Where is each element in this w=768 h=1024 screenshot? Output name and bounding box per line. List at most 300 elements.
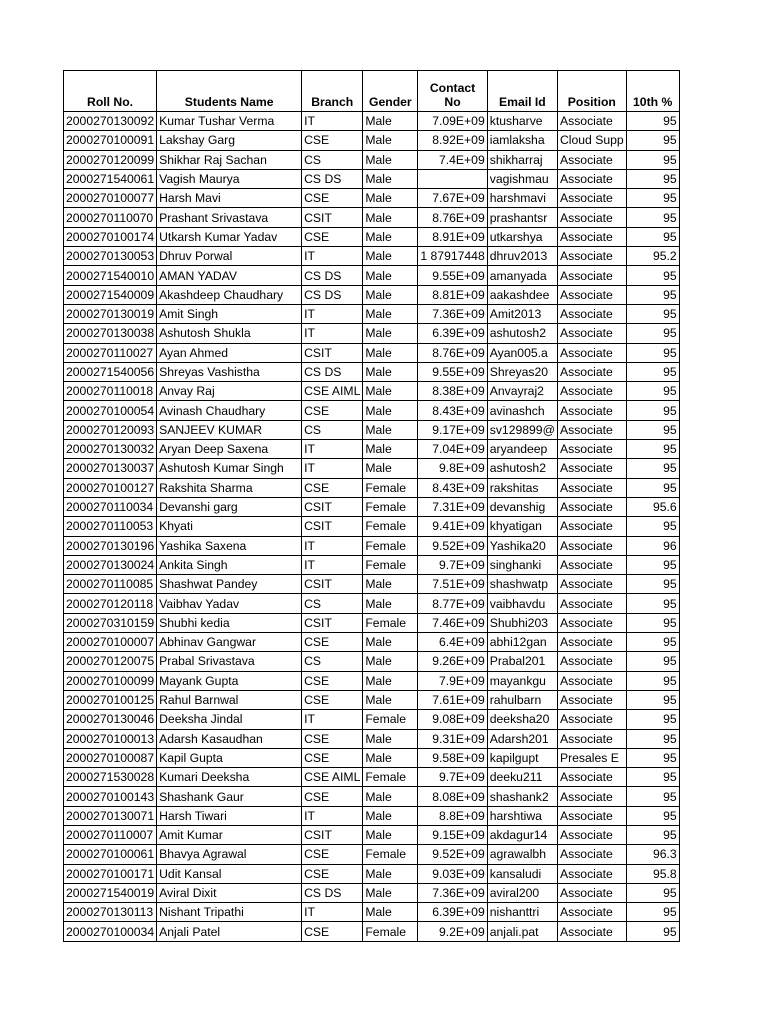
branch-cell: CS DS: [302, 285, 363, 304]
email-id-cell: dhruv2013: [487, 247, 557, 266]
contact-no-cell: 7.31E+09: [418, 497, 487, 516]
student-name-cell: Bhavya Agrawal: [157, 845, 302, 864]
table-row: [64, 536, 680, 555]
table-row: [64, 825, 680, 844]
student-name-cell: Ayan Ahmed: [157, 343, 302, 362]
position-cell: Associate: [557, 189, 626, 208]
roll-no-cell: 2000270110053: [64, 517, 157, 536]
student-name-cell: Shreyas Vashistha: [157, 362, 302, 381]
email-id-cell: Shreyas20: [487, 362, 557, 381]
roll-no-cell: 2000270130037: [64, 459, 157, 478]
contact-no-cell: 9.31E+09: [418, 729, 487, 748]
position-cell: Associate: [557, 247, 626, 266]
tenth-percent-cell: 95: [626, 710, 679, 729]
gender-cell: Male: [363, 729, 418, 748]
tenth-percent-cell: 95: [626, 594, 679, 613]
student-name-cell: Khyati: [157, 517, 302, 536]
roll-no-cell: 2000270110027: [64, 343, 157, 362]
email-id-cell: iamlaksha: [487, 131, 557, 150]
position-cell: Associate: [557, 362, 626, 381]
branch-cell: CSE: [302, 690, 363, 709]
email-id-cell: shashank2: [487, 787, 557, 806]
gender-cell: Male: [363, 247, 418, 266]
contact-no-cell: 9.26E+09: [418, 652, 487, 671]
position-cell: Presales E: [557, 748, 626, 767]
tenth-percent-cell: 95: [626, 690, 679, 709]
student-name-cell: Prashant Srivastava: [157, 208, 302, 227]
contact-no-cell: 9.41E+09: [418, 517, 487, 536]
tenth-percent-cell: 95: [626, 787, 679, 806]
position-cell: Associate: [557, 169, 626, 188]
student-name-cell: Harsh Tiwari: [157, 806, 302, 825]
roll-no-cell: 2000270100007: [64, 633, 157, 652]
tenth-percent-cell: 95: [626, 169, 679, 188]
branch-cell: CSE AIML: [302, 382, 363, 401]
contact-no-cell: 8.8E+09: [418, 806, 487, 825]
branch-cell: CSIT: [302, 575, 363, 594]
branch-cell: CS DS: [302, 883, 363, 902]
contact-no-cell: 7.09E+09: [418, 112, 487, 131]
gender-cell: Male: [363, 285, 418, 304]
student-name-cell: Shashank Gaur: [157, 787, 302, 806]
table-row: [64, 266, 680, 285]
student-name-cell: Avinash Chaudhary: [157, 401, 302, 420]
contact-no-cell: 9.15E+09: [418, 825, 487, 844]
position-cell: Associate: [557, 478, 626, 497]
roll-no-cell: 2000270100013: [64, 729, 157, 748]
gender-cell: Female: [363, 922, 418, 941]
roll-no-cell: 2000271540009: [64, 285, 157, 304]
email-id-cell: kansaludi: [487, 864, 557, 883]
email-id-cell: utkarshya: [487, 227, 557, 246]
email-id-cell: Yashika20: [487, 536, 557, 555]
contact-no-cell: 9.2E+09: [418, 922, 487, 941]
roll-no-cell: 2000271540010: [64, 266, 157, 285]
table-row: [64, 729, 680, 748]
table-row: [64, 768, 680, 787]
branch-cell: CS: [302, 420, 363, 439]
position-cell: Associate: [557, 652, 626, 671]
contact-no-cell: 7.4E+09: [418, 150, 487, 169]
roll-no-cell: 2000270130113: [64, 903, 157, 922]
branch-cell: IT: [302, 536, 363, 555]
email-id-cell: agrawalbh: [487, 845, 557, 864]
tenth-percent-cell: 95: [626, 401, 679, 420]
table-row: [64, 324, 680, 343]
tenth-percent-cell: 95: [626, 189, 679, 208]
gender-cell: Male: [363, 382, 418, 401]
roll-no-cell: 2000270110085: [64, 575, 157, 594]
position-cell: Associate: [557, 845, 626, 864]
gender-cell: Female: [363, 478, 418, 497]
position-cell: Associate: [557, 208, 626, 227]
contact-no-cell: 9.08E+09: [418, 710, 487, 729]
table-row: [64, 131, 680, 150]
contact-no-cell: 1 87917448: [418, 247, 487, 266]
contact-no-cell: 8.76E+09: [418, 343, 487, 362]
position-cell: Associate: [557, 497, 626, 516]
gender-cell: Male: [363, 748, 418, 767]
branch-cell: CSE: [302, 189, 363, 208]
branch-cell: CSIT: [302, 208, 363, 227]
branch-cell: CSE: [302, 478, 363, 497]
email-id-cell: vagishmau: [487, 169, 557, 188]
email-id-cell: Shubhi203: [487, 613, 557, 632]
student-name-cell: Utkarsh Kumar Yadav: [157, 227, 302, 246]
branch-cell: IT: [302, 555, 363, 574]
position-cell: Associate: [557, 459, 626, 478]
contact-no-cell: 9.55E+09: [418, 362, 487, 381]
branch-cell: CSIT: [302, 825, 363, 844]
tenth-percent-cell: 95: [626, 825, 679, 844]
roll-no-cell: 2000270120093: [64, 420, 157, 439]
tenth-percent-cell: 95: [626, 304, 679, 323]
branch-cell: CSE: [302, 748, 363, 767]
email-id-cell: harshtiwa: [487, 806, 557, 825]
tenth-percent-cell: 95: [626, 806, 679, 825]
email-id-cell: devanshig: [487, 497, 557, 516]
position-cell: Cloud Supp: [557, 131, 626, 150]
table-row: [64, 478, 680, 497]
branch-cell: CS: [302, 150, 363, 169]
table-row: [64, 613, 680, 632]
gender-cell: Male: [363, 690, 418, 709]
email-id-cell: singhanki: [487, 555, 557, 574]
student-name-cell: Ashutosh Kumar Singh: [157, 459, 302, 478]
student-placement-table: [63, 70, 680, 942]
table-row: [64, 169, 680, 188]
gender-cell: Male: [363, 652, 418, 671]
tenth-percent-cell: 95.8: [626, 864, 679, 883]
student-name-cell: Dhruv Porwal: [157, 247, 302, 266]
gender-cell: Male: [363, 575, 418, 594]
email-id-cell: deeksha20: [487, 710, 557, 729]
student-name-cell: Ankita Singh: [157, 555, 302, 574]
gender-cell: Male: [363, 787, 418, 806]
tenth-percent-cell: 95: [626, 729, 679, 748]
branch-cell: CSE: [302, 633, 363, 652]
branch-cell: CSE: [302, 787, 363, 806]
student-name-cell: Lakshay Garg: [157, 131, 302, 150]
branch-cell: CSIT: [302, 517, 363, 536]
email-id-cell: aryandeep: [487, 440, 557, 459]
student-name-cell: Kumari Deeksha: [157, 768, 302, 787]
student-name-cell: Anvay Raj: [157, 382, 302, 401]
branch-cell: CS: [302, 594, 363, 613]
table-row: [64, 787, 680, 806]
position-cell: Associate: [557, 922, 626, 941]
roll-no-cell: 2000270100143: [64, 787, 157, 806]
student-name-cell: Harsh Mavi: [157, 189, 302, 208]
email-id-cell: ashutosh2: [487, 459, 557, 478]
roll-no-cell: 2000270130053: [64, 247, 157, 266]
gender-cell: Female: [363, 555, 418, 574]
contact-no-cell: 6.39E+09: [418, 903, 487, 922]
branch-cell: CSIT: [302, 497, 363, 516]
position-cell: Associate: [557, 420, 626, 439]
branch-cell: IT: [302, 112, 363, 131]
tenth-percent-cell: 95: [626, 459, 679, 478]
contact-no-cell: 8.81E+09: [418, 285, 487, 304]
gender-cell: Male: [363, 401, 418, 420]
email-id-cell: ktusharve: [487, 112, 557, 131]
contact-no-cell: 9.7E+09: [418, 555, 487, 574]
email-id-cell: rahulbarn: [487, 690, 557, 709]
email-id-cell: Prabal201: [487, 652, 557, 671]
tenth-percent-cell: 95: [626, 420, 679, 439]
roll-no-cell: 2000270310159: [64, 613, 157, 632]
contact-no-cell: 7.04E+09: [418, 440, 487, 459]
table-row: [64, 227, 680, 246]
header-branch: Branch: [302, 71, 363, 112]
roll-no-cell: 2000270130071: [64, 806, 157, 825]
contact-no-cell: 8.92E+09: [418, 131, 487, 150]
email-id-cell: abhi12gan: [487, 633, 557, 652]
gender-cell: Female: [363, 613, 418, 632]
tenth-percent-cell: 95: [626, 633, 679, 652]
email-id-cell: Amit2013: [487, 304, 557, 323]
tenth-percent-cell: 95: [626, 266, 679, 285]
tenth-percent-cell: 95: [626, 903, 679, 922]
table-row: [64, 285, 680, 304]
contact-no-cell: 7.36E+09: [418, 304, 487, 323]
email-id-cell: vaibhavdu: [487, 594, 557, 613]
position-cell: Associate: [557, 729, 626, 748]
email-id-cell: kapilgupt: [487, 748, 557, 767]
table-row: [64, 806, 680, 825]
roll-no-cell: 2000270130024: [64, 555, 157, 574]
branch-cell: CS DS: [302, 169, 363, 188]
student-name-cell: Yashika Saxena: [157, 536, 302, 555]
email-id-cell: sv129899@: [487, 420, 557, 439]
branch-cell: CSE AIML: [302, 768, 363, 787]
email-id-cell: nishanttri: [487, 903, 557, 922]
contact-no-cell: 9.8E+09: [418, 459, 487, 478]
email-id-cell: Ayan005.a: [487, 343, 557, 362]
student-name-cell: Nishant Tripathi: [157, 903, 302, 922]
gender-cell: Male: [363, 594, 418, 613]
contact-no-cell: [418, 169, 487, 188]
email-id-cell: khyatigan: [487, 517, 557, 536]
roll-no-cell: 2000270100125: [64, 690, 157, 709]
email-id-cell: akdagur14: [487, 825, 557, 844]
tenth-percent-cell: 95: [626, 382, 679, 401]
student-name-cell: Kumar Tushar Verma: [157, 112, 302, 131]
position-cell: Associate: [557, 401, 626, 420]
position-cell: Associate: [557, 304, 626, 323]
gender-cell: Male: [363, 169, 418, 188]
tenth-percent-cell: 95: [626, 575, 679, 594]
student-name-cell: Akashdeep Chaudhary: [157, 285, 302, 304]
branch-cell: IT: [302, 806, 363, 825]
tenth-percent-cell: 95: [626, 883, 679, 902]
student-name-cell: Shikhar Raj Sachan: [157, 150, 302, 169]
table-row: [64, 903, 680, 922]
header-gender: Gender: [363, 71, 418, 112]
email-id-cell: shashwatp: [487, 575, 557, 594]
position-cell: Associate: [557, 594, 626, 613]
branch-cell: CSE: [302, 671, 363, 690]
position-cell: Associate: [557, 825, 626, 844]
table-row: [64, 748, 680, 767]
email-id-cell: harshmavi: [487, 189, 557, 208]
email-id-cell: avinashch: [487, 401, 557, 420]
table-row: [64, 690, 680, 709]
email-id-cell: deeku211: [487, 768, 557, 787]
branch-cell: CSE: [302, 922, 363, 941]
gender-cell: Male: [363, 304, 418, 323]
gender-cell: Male: [363, 633, 418, 652]
position-cell: Associate: [557, 517, 626, 536]
email-id-cell: aakashdee: [487, 285, 557, 304]
table-row: [64, 883, 680, 902]
header-position: Position: [557, 71, 626, 112]
table-row: [64, 652, 680, 671]
roll-no-cell: 2000270130196: [64, 536, 157, 555]
student-name-cell: Adarsh Kasaudhan: [157, 729, 302, 748]
student-name-cell: Anjali Patel: [157, 922, 302, 941]
branch-cell: CSE: [302, 845, 363, 864]
tenth-percent-cell: 95: [626, 613, 679, 632]
roll-no-cell: 2000270100099: [64, 671, 157, 690]
tenth-percent-cell: 95: [626, 150, 679, 169]
branch-cell: CS: [302, 652, 363, 671]
contact-no-cell: 8.08E+09: [418, 787, 487, 806]
branch-cell: CSE: [302, 227, 363, 246]
student-name-cell: Vaibhav Yadav: [157, 594, 302, 613]
table-row: [64, 845, 680, 864]
branch-cell: CSE: [302, 729, 363, 748]
header-10th-percent: 10th %: [626, 71, 679, 112]
tenth-percent-cell: 95: [626, 324, 679, 343]
tenth-percent-cell: 95: [626, 748, 679, 767]
gender-cell: Male: [363, 864, 418, 883]
email-id-cell: shikharraj: [487, 150, 557, 169]
branch-cell: CSE: [302, 131, 363, 150]
roll-no-cell: 2000270130019: [64, 304, 157, 323]
tenth-percent-cell: 95: [626, 555, 679, 574]
gender-cell: Male: [363, 440, 418, 459]
roll-no-cell: 2000270100077: [64, 189, 157, 208]
student-name-cell: Amit Singh: [157, 304, 302, 323]
table-row: [64, 401, 680, 420]
contact-no-cell: 7.9E+09: [418, 671, 487, 690]
tenth-percent-cell: 95: [626, 768, 679, 787]
table-row: [64, 555, 680, 574]
tenth-percent-cell: 95: [626, 517, 679, 536]
student-name-cell: Vagish Maurya: [157, 169, 302, 188]
table-row: [64, 864, 680, 883]
table-row: [64, 710, 680, 729]
position-cell: Associate: [557, 613, 626, 632]
roll-no-cell: 2000271540061: [64, 169, 157, 188]
table-row: [64, 575, 680, 594]
student-name-cell: Aryan Deep Saxena: [157, 440, 302, 459]
table-row: [64, 208, 680, 227]
roll-no-cell: 2000270130032: [64, 440, 157, 459]
email-id-cell: mayankgu: [487, 671, 557, 690]
student-name-cell: Kapil Gupta: [157, 748, 302, 767]
position-cell: Associate: [557, 112, 626, 131]
student-name-cell: Aviral Dixit: [157, 883, 302, 902]
position-cell: Associate: [557, 440, 626, 459]
position-cell: Associate: [557, 266, 626, 285]
position-cell: Associate: [557, 285, 626, 304]
contact-no-cell: 9.7E+09: [418, 768, 487, 787]
contact-no-cell: 8.43E+09: [418, 401, 487, 420]
tenth-percent-cell: 95: [626, 285, 679, 304]
contact-no-cell: 7.51E+09: [418, 575, 487, 594]
tenth-percent-cell: 96: [626, 536, 679, 555]
branch-cell: IT: [302, 459, 363, 478]
roll-no-cell: 2000270120075: [64, 652, 157, 671]
contact-no-cell: 8.43E+09: [418, 478, 487, 497]
gender-cell: Male: [363, 343, 418, 362]
gender-cell: Female: [363, 497, 418, 516]
email-id-cell: rakshitas: [487, 478, 557, 497]
student-name-cell: Mayank Gupta: [157, 671, 302, 690]
tenth-percent-cell: 96.3: [626, 845, 679, 864]
branch-cell: IT: [302, 247, 363, 266]
tenth-percent-cell: 95: [626, 362, 679, 381]
position-cell: Associate: [557, 883, 626, 902]
roll-no-cell: 2000271530028: [64, 768, 157, 787]
table-row: [64, 671, 680, 690]
position-cell: Associate: [557, 690, 626, 709]
contact-no-cell: 8.38E+09: [418, 382, 487, 401]
roll-no-cell: 2000270100127: [64, 478, 157, 497]
roll-no-cell: 2000270120099: [64, 150, 157, 169]
roll-no-cell: 2000270100091: [64, 131, 157, 150]
gender-cell: Male: [363, 150, 418, 169]
student-name-cell: Ashutosh Shukla: [157, 324, 302, 343]
contact-no-cell: 8.91E+09: [418, 227, 487, 246]
gender-cell: Male: [363, 189, 418, 208]
branch-cell: CSIT: [302, 613, 363, 632]
tenth-percent-cell: 95.2: [626, 247, 679, 266]
position-cell: Associate: [557, 382, 626, 401]
gender-cell: Female: [363, 517, 418, 536]
gender-cell: Male: [363, 131, 418, 150]
contact-no-cell: 6.4E+09: [418, 633, 487, 652]
contact-no-cell: 9.52E+09: [418, 536, 487, 555]
position-cell: Associate: [557, 787, 626, 806]
student-name-cell: SANJEEV KUMAR: [157, 420, 302, 439]
tenth-percent-cell: 95: [626, 922, 679, 941]
roll-no-cell: 2000270100087: [64, 748, 157, 767]
branch-cell: CS DS: [302, 266, 363, 285]
email-id-cell: ashutosh2: [487, 324, 557, 343]
position-cell: Associate: [557, 768, 626, 787]
contact-no-cell: 9.58E+09: [418, 748, 487, 767]
email-id-cell: anjali.pat: [487, 922, 557, 941]
table-row: [64, 362, 680, 381]
gender-cell: Female: [363, 768, 418, 787]
roll-no-cell: 2000270120118: [64, 594, 157, 613]
branch-cell: IT: [302, 304, 363, 323]
header-email-id: Email Id: [487, 71, 557, 112]
roll-no-cell: 2000270100034: [64, 922, 157, 941]
gender-cell: Male: [363, 266, 418, 285]
tenth-percent-cell: 95: [626, 652, 679, 671]
table-row: [64, 594, 680, 613]
position-cell: Associate: [557, 710, 626, 729]
roll-no-cell: 2000270100174: [64, 227, 157, 246]
roll-no-cell: 2000270100061: [64, 845, 157, 864]
table-row: [64, 459, 680, 478]
header-contact-no: Contact No: [418, 71, 487, 112]
header-roll-no: Roll No.: [64, 71, 157, 112]
